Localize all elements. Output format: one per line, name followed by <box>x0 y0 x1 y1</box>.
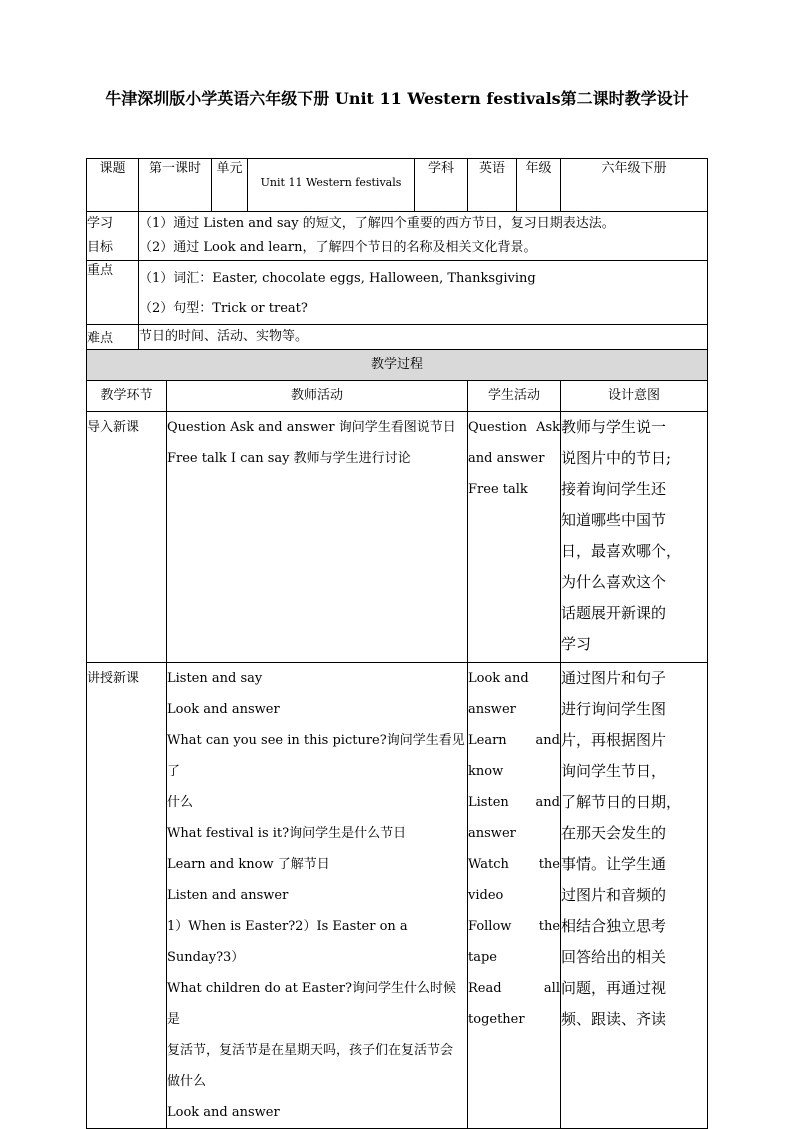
key-points-row <box>87 261 708 325</box>
key-points-content <box>139 261 708 325</box>
difficulties-row <box>87 325 708 350</box>
teacher-line: Look and answer <box>167 702 280 717</box>
student-line: Free talk <box>468 482 528 497</box>
key-points-label: 重点 <box>87 261 139 325</box>
intent-line: 事情。让学生通 <box>561 855 667 873</box>
teacher-line: Question Ask and answer 询问学生看图说节日 <box>167 420 456 435</box>
header-stage: 教学环节 <box>87 381 167 412</box>
intent-line: 接着询问学生还 <box>561 480 667 498</box>
teacher-line: 做什么 <box>167 1074 207 1089</box>
lesson-label: 课题 <box>87 159 139 212</box>
process-header-row <box>87 381 708 412</box>
teacher-line: Free talk I can say 教师与学生进行讨论 <box>167 451 411 466</box>
design-intent-cell <box>561 663 708 1129</box>
intent-line: 话题展开新课的 <box>561 604 667 622</box>
intent-line: 过图片和音频的 <box>561 886 667 904</box>
teacher-line: Listen and answer <box>167 888 289 903</box>
teacher-line: Listen and say <box>167 671 263 686</box>
teacher-line: 1）When is Easter?2）Is Easter on a Sunday?3） <box>167 919 408 965</box>
key-point-item: （1）词汇：Easter, chocolate eggs, Halloween, Thanksgiving <box>139 271 536 286</box>
subject-value: 英语 <box>468 159 517 212</box>
grade-value: 六年级下册 <box>561 159 708 212</box>
teacher-line: Look and answer <box>167 1105 280 1120</box>
intent-line: 为什么喜欢这个 <box>561 573 667 591</box>
teacher-line: What can you see in this picture?询问学生看见了 <box>167 733 465 779</box>
intent-line: 在那天会发生的 <box>561 824 667 842</box>
student-line: Follow the <box>468 919 561 934</box>
teacher-line: Learn and know 了解节日 <box>167 857 330 872</box>
student-activity-cell <box>468 663 561 1129</box>
lesson-value: 第一课时 <box>139 159 212 212</box>
unit-label: 单元 <box>212 159 248 212</box>
unit-value: Unit 11 Western festivals <box>248 159 415 212</box>
objectives-content <box>139 212 708 261</box>
student-line: video <box>468 888 504 903</box>
intent-line: 知道哪些中国节 <box>561 511 667 529</box>
lesson-plan-table <box>86 158 708 1129</box>
grade-label: 年级 <box>517 159 561 212</box>
intent-line: 通过图片和句子 <box>561 669 667 687</box>
objectives-row <box>87 212 708 261</box>
key-point-item: （2）句型：Trick or treat? <box>139 301 308 316</box>
difficulties-label: 难点 <box>87 325 139 350</box>
student-line: tape <box>468 950 498 965</box>
student-activity-cell <box>468 412 561 663</box>
teacher-line: What festival is it?询问学生是什么节日 <box>167 826 407 841</box>
stage-cell: 讲授新课 <box>87 663 167 1129</box>
student-line: Watch the <box>468 857 561 872</box>
student-line: and answer <box>468 451 545 466</box>
teacher-line: 什么 <box>167 795 194 810</box>
intent-line: 询问学生节日， <box>561 762 667 780</box>
objective-item: （2）通过 Look and learn，了解四个节日的名称及相关文化背景。 <box>139 240 537 255</box>
process-row-intro <box>87 412 708 663</box>
header-student: 学生活动 <box>468 381 561 412</box>
student-line: answer <box>468 826 516 841</box>
difficulties-content: 节日的时间、活动、实物等。 <box>139 325 708 350</box>
subject-label: 学科 <box>415 159 468 212</box>
intent-line: 相结合独立思考 <box>561 917 667 935</box>
student-line: Learn and <box>468 733 561 748</box>
student-line: answer <box>468 702 516 717</box>
intent-line: 日，最喜欢哪个， <box>561 542 682 560</box>
objectives-label: 学习 目标 <box>87 212 139 261</box>
intent-line: 教师与学生说一 <box>561 418 667 436</box>
intent-line: 说图片中的节日; <box>561 449 672 467</box>
student-line: Read all <box>468 981 561 996</box>
intent-line: 频、跟读、齐读 <box>561 1010 667 1028</box>
intent-line: 进行询问学生图 <box>561 700 667 718</box>
intent-line: 了解节日的日期， <box>561 793 682 811</box>
student-line: know <box>468 764 504 779</box>
intent-line: 学习 <box>561 635 592 653</box>
header-teacher: 教师活动 <box>167 381 468 412</box>
header-intent: 设计意图 <box>561 381 708 412</box>
teacher-line: What children do at Easter?询问学生什么时候是 <box>167 981 456 1027</box>
info-row <box>87 159 708 212</box>
stage-cell: 导入新课 <box>87 412 167 663</box>
student-line: Question Ask <box>468 420 561 435</box>
design-intent-cell <box>561 412 708 663</box>
teacher-activity-cell <box>167 663 468 1129</box>
process-title-row <box>87 350 708 381</box>
teacher-line: 复活节，复活节是在星期天吗，孩子们在复活节会 <box>167 1043 454 1058</box>
intent-line: 问题，再通过视 <box>561 979 667 997</box>
intent-line: 片，再根据图片 <box>561 731 667 749</box>
student-line: Listen and <box>468 795 561 810</box>
document-title: 牛津深圳版小学英语六年级下册 Unit 11 Western festivals第二课时教学设计 <box>105 89 689 108</box>
student-line: Look and <box>468 671 529 686</box>
teacher-activity-cell <box>167 412 468 663</box>
student-line: together <box>468 1012 525 1027</box>
objective-item: （1）通过 Listen and say 的短文，了解四个重要的西方节日，复习日期表达法。 <box>139 216 615 231</box>
process-row-new <box>87 663 708 1129</box>
process-title: 教学过程 <box>87 350 708 381</box>
intent-line: 回答给出的相关 <box>561 948 667 966</box>
